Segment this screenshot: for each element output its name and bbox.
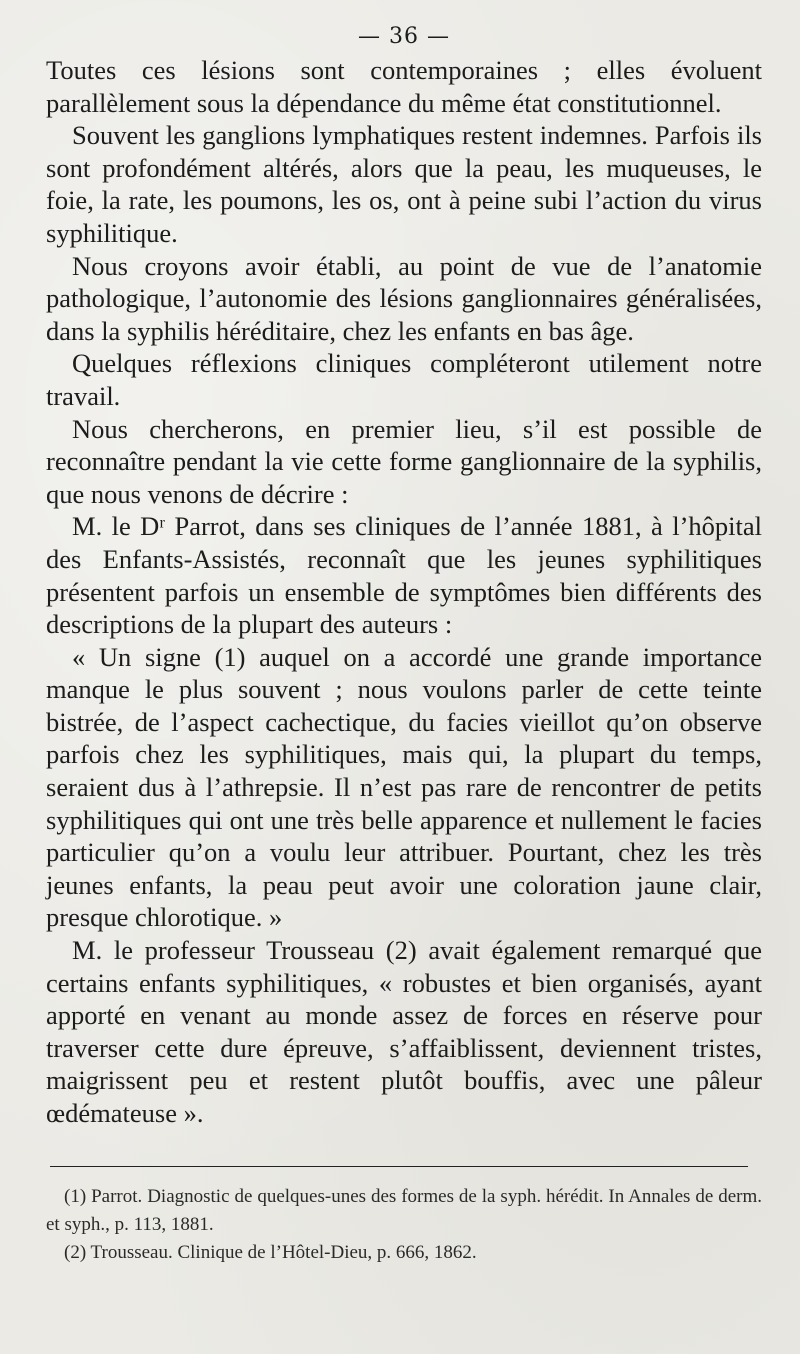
body-text	[46, 54, 762, 1130]
footnote-divider	[50, 1166, 748, 1167]
paragraph-7-quote: « Un signe (1) auquel on a accordé une grande importance manque le plus souvent ; nous voulons parler de cette teinte bistrée, de l’aspect cachectique, du facies vieillot qu’on observe parfois chez les syphilitiques, mais qui, la plupart du temps, seraient dus à l’athrepsie. Il n’est pas rare de rencontrer de petits syphilitiques qui ont une très belle apparence et nullement le facies particulier qu’on a voulu leur attribuer. Pourtant, chez les très jeunes enfants, la peau peut avoir une coloration jaune clair, presque chlorotique. »	[46, 641, 762, 933]
paragraph-4: Quelques réflexions cliniques compléteront utilement notre travail.	[46, 348, 762, 411]
page-number: — 36 —	[358, 24, 450, 49]
paragraph-1: Toutes ces lésions sont contemporaines ; elles évoluent parallèlement sous la dépendance du même état constitutionnel.	[46, 55, 762, 118]
paragraph-5: Nous chercherons, en premier lieu, s’il est possible de reconnaître pendant la vie cette forme ganglionnaire de la syphilis, que nous venons de décrire :	[46, 413, 762, 509]
paragraph-8: M. le professeur Trousseau (2) avait également remarqué que certains enfants syphilitiques, « robustes et bien organisés, ayant apporté en venant au monde assez de forces en réserve pour traverser cette dure épreuve, s’affaiblissent, deviennent tristes, maigrissent peu et restent plutôt bouffis, avec une pâleur œdémateuse ».	[46, 935, 762, 1128]
footnote-1: (1) Parrot. Diagnostic de quelques-unes des formes de la syph. hérédit. In Annales de derm. et syph., p. 113, 1881.	[46, 1185, 762, 1235]
paragraph-3: Nous croyons avoir établi, au point de vue de l’anatomie pathologique, l’autonomie des lésions ganglionnaires généralisées, dans la syphilis héréditaire, chez les enfants en bas âge.	[46, 250, 762, 346]
footnotes	[46, 1183, 762, 1267]
paragraph-6: M. le Dʳ Parrot, dans ses cliniques de l’année 1881, à l’hôpital des Enfants-Assistés, reconnaît que les jeunes syphilitiques présentent parfois un ensemble de symptômes bien différents des descriptions de la plupart des auteurs :	[46, 511, 762, 640]
paragraph-2: Souvent les ganglions lymphatiques restent indemnes. Parfois ils sont profondément altérés, alors que la peau, les muqueuses, le foie, la rate, les poumons, les os, ont à peine subi l’action du virus syphilitique.	[46, 120, 762, 248]
footnote-2: (2) Trousseau. Clinique de l’Hôtel-Dieu, p. 666, 1862.	[64, 1241, 477, 1263]
